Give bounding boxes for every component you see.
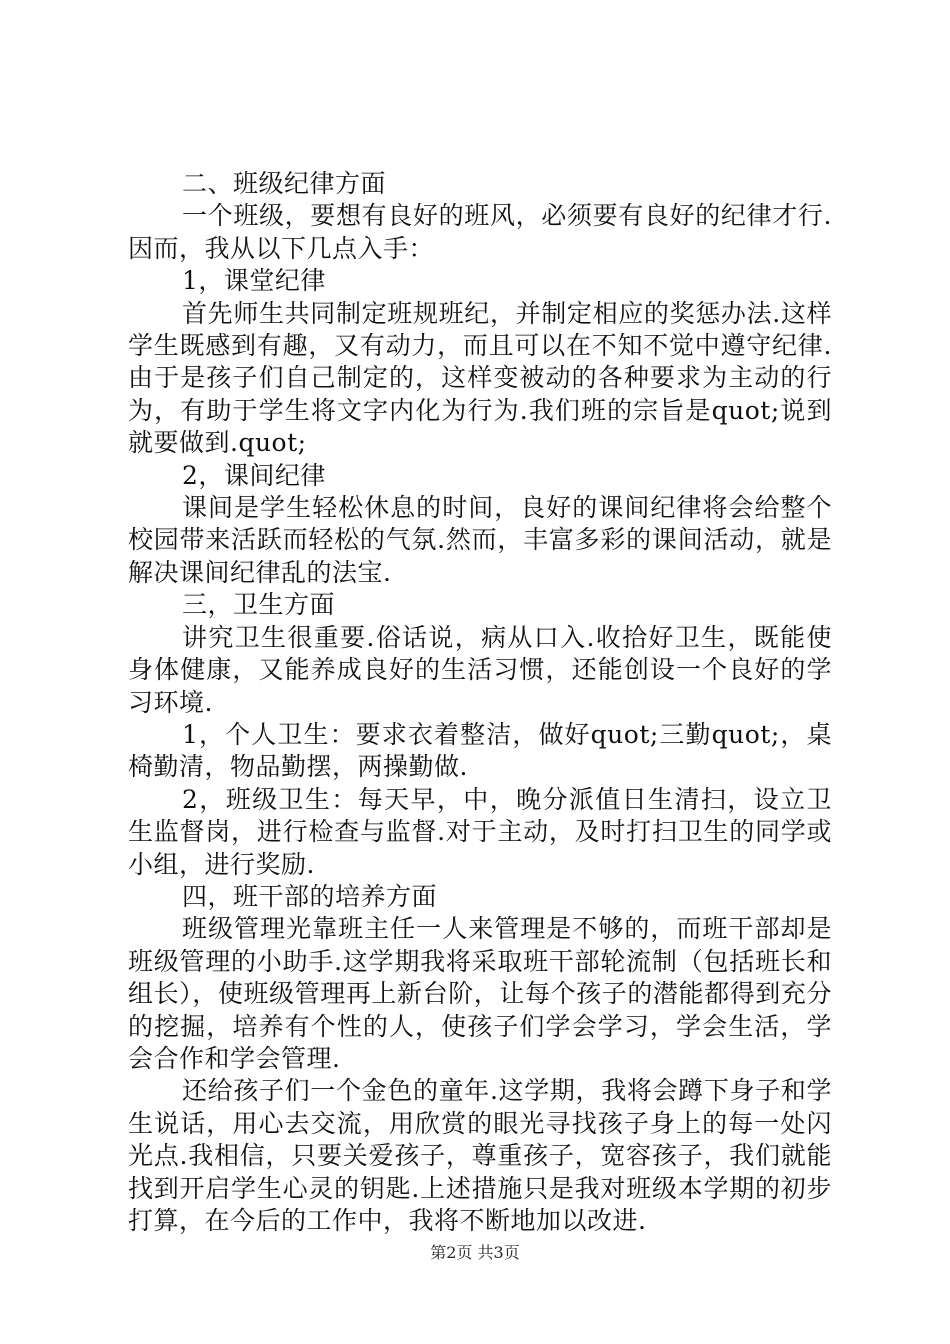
paragraph-break-discipline: 课间是学生轻松休息的时间，良好的课间纪律将会给整个校园带来活跃而轻松的气氛.然而，丰富多彩的课间活动，就是解决课间纪律乱的法宝. bbox=[128, 493, 832, 587]
subheading-classroom-discipline: 1，课堂纪律 bbox=[182, 266, 326, 296]
subheading-break-discipline: 2，课间纪律 bbox=[182, 460, 326, 490]
paragraph-class-hygiene: 2，班级卫生：每天早，中，晚分派值日生清扫，设立卫生监督岗，进行检查与监督.对于主动，及时打扫卫生的同学或小组，进行奖励. bbox=[128, 784, 832, 879]
paragraph-conclusion: 还给孩子们一个金色的童年.这学期，我将会蹲下身子和学生说话，用心去交流，用欣赏的眼光寻找孩子身上的每一处闪光点.我相信，只要关爱孩子，尊重孩子，宽容孩子，我们就能找到开启学生心灵的钥匙.上述措施只是我对班级本学期的初步打算，在今后的工作中，我将不断地加以改进. bbox=[128, 1076, 832, 1235]
paragraph-hygiene-intro: 讲究卫生很重要.俗话说，病从口入.收拾好卫生，既能使身体健康，又能养成良好的生活习惯，还能创设一个良好的学习环境. bbox=[128, 622, 832, 717]
paragraph-classroom-discipline: 首先师生共同制定班规班纪，并制定相应的奖惩办法.这样学生既感到有趣，又有动力，而且可以在不知不觉中遵守纪律.由于是孩子们自己制定的，这样变被动的各种要求为主动的行为，有助于学生将文字内化为行为.我们班的宗旨是quot;说到就要做到.quot; bbox=[128, 298, 832, 458]
paragraph-class-cadre: 班级管理光靠班主任一人来管理是不够的，而班干部却是班级管理的小助手.这学期我将采取班干部轮流制（包括班长和组长），使班级管理再上新台阶，让每个孩子的潜能都得到充分的挖掘，培养有个性的人，使孩子们学会学习，学会生活，学会合作和学会管理. bbox=[128, 914, 832, 1073]
heading-class-cadre: 四，班干部的培养方面 bbox=[182, 881, 438, 911]
paragraph-personal-hygiene: 1，个人卫生：要求衣着整洁，做好quot;三勤quot;，桌椅勤清，物品勤摆，两操勤做. bbox=[128, 719, 832, 782]
heading-hygiene: 三，卫生方面 bbox=[182, 590, 336, 620]
document-body bbox=[128, 168, 832, 1237]
paragraph-discipline-intro: 一个班级，要想有良好的班风，必须要有良好的纪律才行.因而，我从以下几点入手： bbox=[128, 201, 832, 263]
heading-class-discipline: 二、班级纪律方面 bbox=[182, 169, 387, 198]
page-footer: 第2页 共3页 bbox=[430, 1243, 520, 1262]
